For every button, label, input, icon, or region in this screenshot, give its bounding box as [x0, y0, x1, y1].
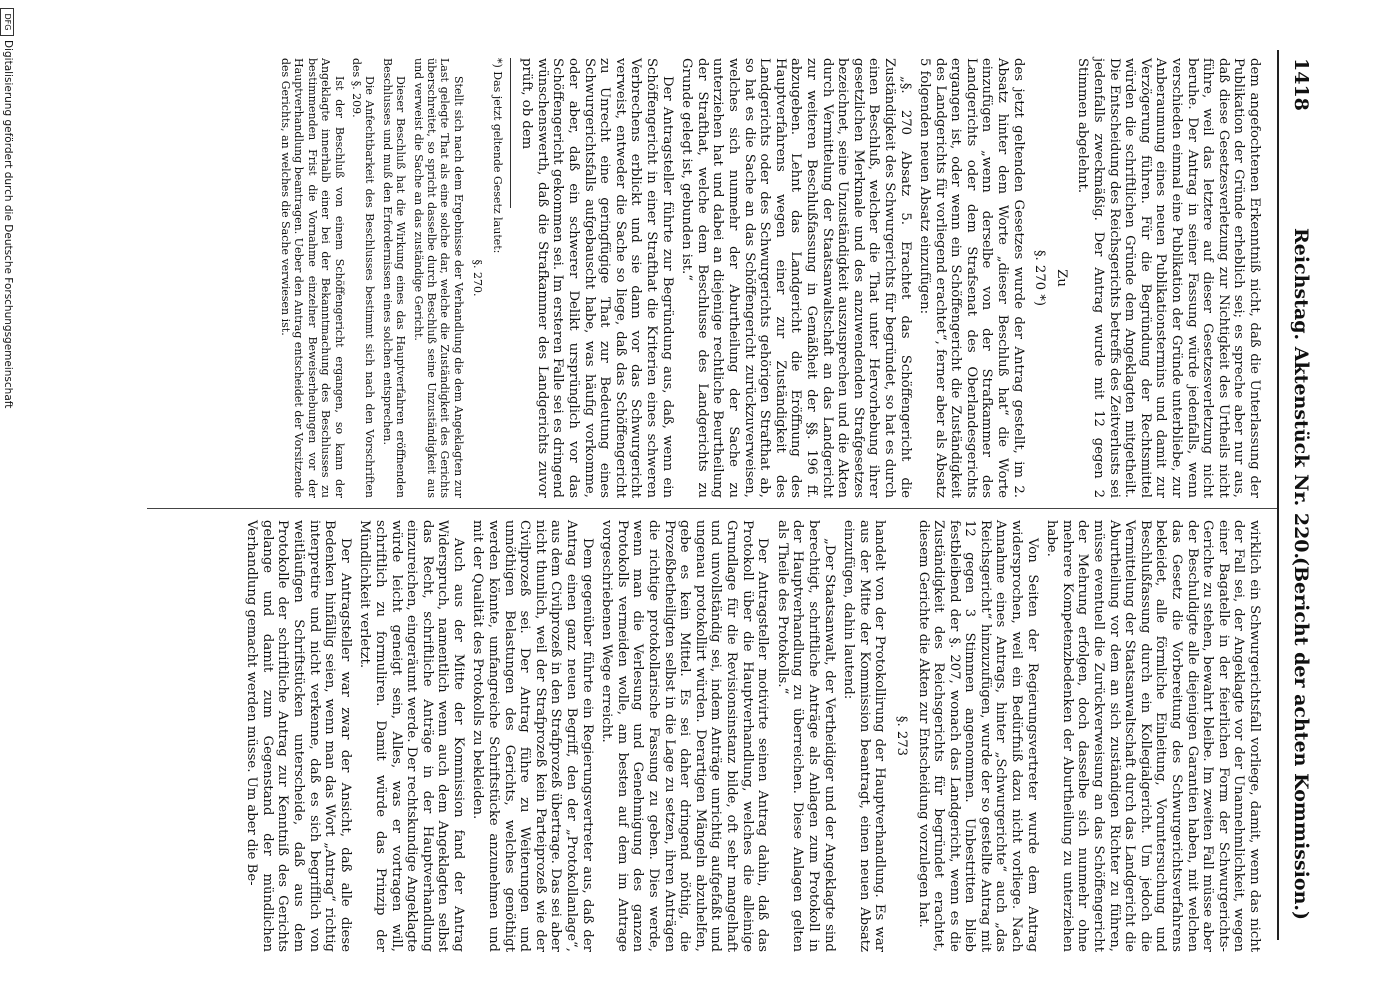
paragraph: handelt von der Protokollirung der Hauptverhandlung. Es war aus der Mitte der Kommission beantragt, einen neuen Absatz einzufügen, dahin lautend:: [841, 520, 888, 952]
footnote-section: §. 270.: [471, 259, 485, 297]
paragraph: Der Antragsteller führte zur Begründung aus, daß, wenn ein Schöffengericht in einer Strafthat die Kriterien eines schweren Verbrechens erblickt und sie dann vor das Schwurgericht verweist, entweder die Sache so liege, daß das Schöffengericht zu Unrecht eine geringfügige That zur Bedeutung eines Schwurgerichtsfalls aufgebauscht habe, was häufig vorkomme, oder aber, daß ein schwerer Delikt ursprünglich vor das Schöffengericht gekommen sei. Im ersteren Falle sei es dringend wünschenswerth, daß die Strafkammer des Landgerichts zuvor prüft, ob dem: [519, 58, 675, 498]
paragraph: Der Antragsteller motivirte seinen Antrag dahin, daß das Protokoll über die Hauptverhandlung, welches die alleinige Grundlage für die Revisionsinstanz bilde, oft sehr mangelhaft und unvollständig sei, indem Anträge unrichtig aufgefaßt und ungenau protokollirt würden. Derartigen Mängeln abzuhelfen, gebe es kein Mittel. Es sei daher dringend nöthig, die Prozeßbetheiligten selbst in die Lage zu setzen, ihren Anträgen die richtige protokollarische Fassung zu geben. Dies werde, wenn man die Verlesung und Genehmigung des ganzen Protokolls vermeiden wolle, am besten auf dem im Antrage vorgeschriebenen Wege erreicht.: [599, 520, 771, 952]
paragraph: des jetzt geltenden Gesetzes wurde der Antrag gestellt, im 2. Absatz hinter dem Worte „dieser Beschluß hat“ die Worte einzufügen „wenn derselbe von der Strafkammer des Landgerichts oder dem Strafsenat des Oberlandesgerichts ergangen ist, oder wenn ein Schöffengericht die Zuständigkeit des Landgerichts für vorliegend erachtet“, ferner aber als Absatz 5 folgenden neuen Absatz einzufügen:: [917, 58, 1026, 498]
page-number: 1418: [1290, 58, 1312, 111]
section-title: (Bericht der achten Kommission.): [1290, 556, 1312, 920]
zu-label: Zu: [1053, 269, 1069, 287]
footnote-rule: [510, 58, 511, 208]
digitization-credit: Digitalisierung gefördert durch die Deutsche Forschungsgemeinschaft: [2, 40, 14, 409]
running-title: Reichstag. Aktenstück Nr. 220.: [1290, 228, 1312, 560]
quoted-amendment: „§. 270 Absatz 5. Erachtet das Schöffengericht die Zuständigkeit des Schwurgerichts für begründet, so hat es durch einen Beschluß, welcher die That unter Hervorhebung ihrer gesetzlichen Merkmale und des anzuwendenden Strafgesetzes bezeichnet, seine Unzuständigkeit auszusprechen und die Akten durch Vermittelung der Staatsanwaltschaft an das Landgericht zur weiteren Beschlußfassung in Gemäßheit der §§. 196 ff. abzugeben. Lehnt das Landgericht die Eröffnung des Hauptverfahrens wegen einer zur Zuständigkeit des Landgerichts oder des Schwurgerichts gehörigen Strafthat ab, so hat es die Sache an das Schöffengericht zurückzuverweisen, welches sich nunmehr der Aburtheilung der Sache zu unterziehen hat und dabei an diejenige rechtliche Beurtheilung der Strafthat, welche dem Beschlusse des Landgerichts zu Grunde gelegt ist, gebunden ist.“: [679, 58, 913, 498]
footnote-text: Dieser Beschluß hat die Wirkung eines das Hauptverfahren eröffnenden Beschlusses und muß den Erfordernissen eines solchen entsprechen.: [380, 58, 408, 498]
dfg-logo: DFG: [0, 8, 14, 36]
paragraph: Der Antragsteller war zwar der Ansicht, daß alle diese Bedenken hinfällig seien, wenn man das Wort „Antrag“ richtig interpretire und nicht verkenne, daß es sich begrifflich von weitläufigen Schriftstücken unterscheide, daß aus dem Protokolle der schriftliche Antrag zur Kenntniß des Gerichts gelange und damit zum Gegenstand der mündlichen Verhandlung gemacht werden müsse. Um aber die Be-: [244, 520, 353, 952]
footnote-text: Ist der Beschluß von einem Schöffengericht ergangen, so kann der Angeklagte innerhalb einer bei der Bekanntmachung des Beschlusses zu bestimmenden Frist die Vornahme einzelner Beweiserhebungen vor der Hauptverhandlung beantragen. Ueber den Antrag entscheidet der Vorsitzende des Gerichts, an welches die Sache verwiesen ist.: [279, 58, 346, 498]
quoted-amendment: „Der Staatsanwalt, der Vertheidiger und der Angeklagte sind berechtigt, schriftliche Anträge als Anlagen zum Protokoll in der Hauptverhandlung zu überreichen. Diese Anlagen gelten als Theile des Protokolls.“: [774, 520, 837, 952]
footnote-text: Stellt sich nach dem Ergebnisse der Verhandlung die dem Angeklagten zur Last gelegte That als eine solche dar, welche die Zuständigkeit des Gerichts überschreitet, so spricht dasselbe durch Beschluß seine Unzuständigkeit aus und verweist die Sache an das zuständige Gericht.: [411, 58, 465, 498]
section-heading: §. 273: [893, 715, 909, 757]
footnote-text: Die Anfechtbarkeit des Beschlusses bestimmt sich nach den Vorschriften des §. 209.: [350, 58, 377, 498]
paragraph: Auch aus der Mitte der Kommission fand der Antrag Widerspruch, namentlich wenn auch dem Angeklagten selbst das Recht, schriftliche Anträge in der Hauptverhandlung einzureichen, eingeräumt werde. Der rechtskundige Angeklagte würde leicht geneigt sein, Alles, was er vortragen will, schriftlich zu formuliren. Damit würde das Prinzip der Mündlichkeit verletzt.: [357, 520, 466, 952]
left-column: [275, 58, 1262, 498]
header-rule: [1277, 50, 1279, 940]
paragraph: wirklich ein Schwurgerichtsfall vorliege, damit, wenn das nicht der Fall sei, der Angeklagte vor der Unannehmlichkeit, wegen einer Bagatelle in der feierlichen Form der Schwurgerichts-Gerichte zu stehen, bewahrt bleibe. Im zweiten Fall müsse aber der Beschuldigte alle diejenigen Garantien haben, mit welchen das Gesetz die Vorbereitung des Schwurgerichtsverfahrens bekleidet, alle förmliche Einleitung, Voruntersuchung und Beschlußfassung durch ein Kollegialgericht. Um jedoch die Vermittelung der Staatsanwaltschaft durch das Landgericht die Aburtheilung vor dem an sich zuständigen Richter zu führen, müsse eventuell die Zurückverweisung an das Schöffengericht der Mehrung erfolgen, doch dasselbe sich nunmehr ohne mehrere Kompetenzbedenken der Aburtheilung zu unterziehen habe.: [1044, 520, 1262, 952]
digitization-note: [0, 0, 15, 1000]
footnote-intro: *) Das jetzt geltende Gesetz lautet:: [490, 58, 504, 254]
page-header: [1278, 48, 1312, 940]
paragraph: Dem gegenüber führte ein Regierungsvertreter aus, daß der Antrag einen ganz neuen Begriff, den der „Protokollanlage“, aus dem Civilprozeß in den Strafprozeß übertrage. Das sei aber nicht thunlich, weil der Strafprozeß kein Parteiprozeß wie der Civilprozeß sei. Der Antrag führe zu Weiterungen und unnöthigen Belastungen des Gerichts, welches genöthigt werden könnte, umfangreiche Schriftstücke anzunehmen und mit der Qualität des Protokolls zu bekleiden.: [470, 520, 595, 952]
column-divider: [147, 508, 1277, 509]
paragraph: dem angefochtenen Erkenntniß nicht, daß die Unterlassung der Publikation der Gründe erheblich sei; es spreche aber nur aus, daß diese Gesetzesverletzung zur Nichtigkeit des Urtheils nicht führe, weil das letztere auf dieser Gesetzesverletzung nicht beruhe. Der Antrag in seiner Fassung würde jedenfalls, wenn verschieden einmal eine Publikation der Gründe unterbliebe, zur Anberaumung eines neuen Publikationstermins und damit zur Verzögerung führen. Für die Begründung der Rechtsmittel würden die schriftlichen Gründe dem Angeklagten mitgetheilt. Die Entscheidung des Reichsgerichts betreffs des Zeitverlusts sei jedenfalls zweckmäßig. Der Antrag wurde mit 12 gegen 2 Stimmen abgelehnt.: [1075, 58, 1262, 498]
right-column: [240, 520, 1262, 952]
paragraph: Von Seiten der Regierungsvertreter wurde dem Antrag widersprochen, weil ein Bedürfniß dazu nicht vorliege. Nach Annahme eines Antrags, hinter „Schwurgerichte“ auch „das Reichsgericht“ hinzuzufügen, wurde der so gestellte Antrag mit 12 gegen 3 Stimmen angenommen. Unbestritten blieb festbleibend der §. 207, wonach das Landgericht, wenn es die Zuständigkeit des Reichsgerichts für begründet erachtet, diesem Gerichte die Akten zur Entscheidung vorzulegen hat.: [915, 520, 1040, 952]
section-heading: §. 270 *): [1032, 249, 1048, 307]
